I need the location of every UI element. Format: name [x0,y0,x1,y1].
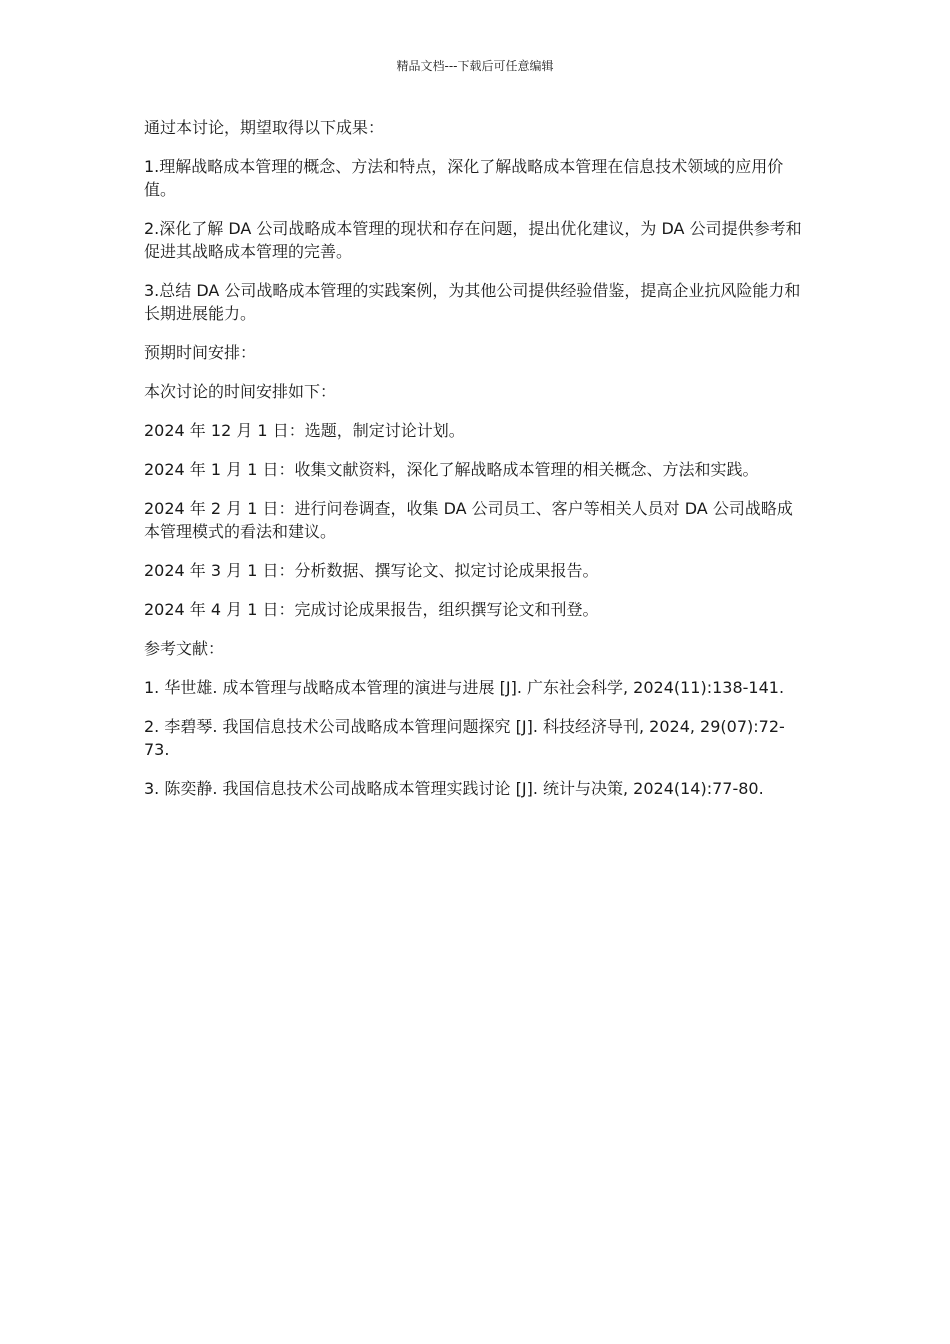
page-header: 精品文档---下载后可任意编辑 [396,59,554,73]
schedule-item: 2024 年 2 月 1 日：进行问卷调查，收集 DA 公司员工、客户等相关人员对 DA 公司战略成本管理模式的看法和建议。 [144,499,793,541]
schedule-heading: 预期时间安排： [144,343,257,362]
reference-item: 1. 华世雄. 成本管理与战略成本管理的演进与进展 [J]. 广东社会科学, 2024(11):138-141. [144,678,785,697]
reference-item: 3. 陈奕静. 我国信息技术公司战略成本管理实践讨论 [J]. 统计与决策, 2024(14):77-80. [144,779,764,798]
outcome-item: 2.深化了解 DA 公司战略成本管理的现状和存在问题，提出优化建议，为 DA 公司提供参考和促进其战略成本管理的完善。 [144,219,802,261]
schedule-intro: 本次讨论的时间安排如下： [144,382,337,401]
document-body [144,116,808,816]
intro-paragraph: 通过本讨论，期望取得以下成果： [144,118,385,137]
schedule-item: 2024 年 3 月 1 日：分析数据、撰写论文、拟定讨论成果报告。 [144,561,599,580]
schedule-item: 2024 年 4 月 1 日：完成讨论成果报告，组织撰写论文和刊登。 [144,600,599,619]
reference-item: 2. 李碧琴. 我国信息技术公司战略成本管理问题探究 [J]. 科技经济导刊, 2024, 29(07):72-73. [144,717,785,759]
schedule-item: 2024 年 1 月 1 日：收集文献资料，深化了解战略成本管理的相关概念、方法和实践。 [144,460,759,479]
schedule-item: 2024 年 12 月 1 日：选题，制定讨论计划。 [144,421,465,440]
outcome-item: 1.理解战略成本管理的概念、方法和特点，深化了解战略成本管理在信息技术领域的应用价值。 [144,157,784,199]
outcome-item: 3.总结 DA 公司战略成本管理的实践案例，为其他公司提供经验借鉴，提高企业抗风险能力和长期进展能力。 [144,281,801,323]
references-heading: 参考文献： [144,639,225,658]
